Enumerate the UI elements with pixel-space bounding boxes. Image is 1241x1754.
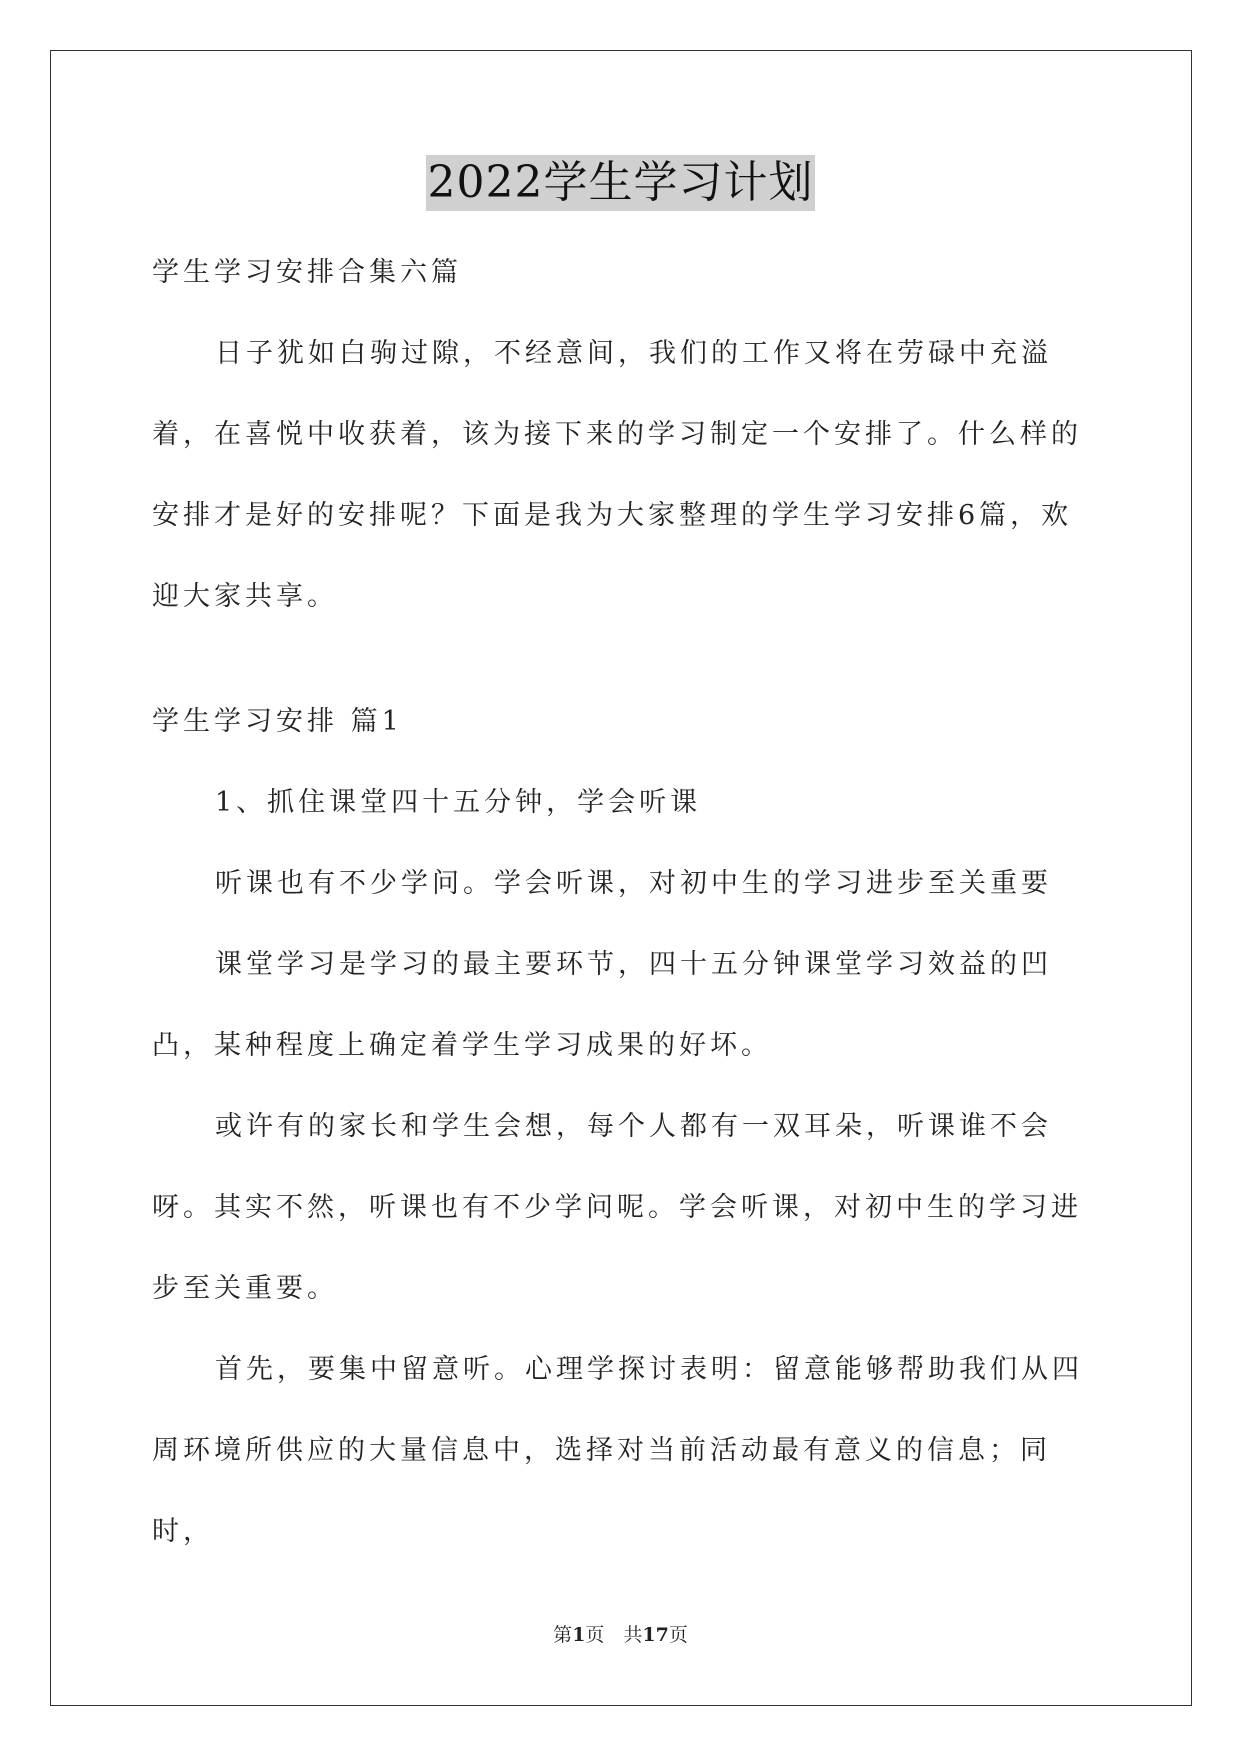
document-title: 2022学生学习计划 [426, 155, 816, 211]
list-item-heading: 1、抓住课堂四十五分钟，学会听课 [215, 787, 702, 818]
title-container [0, 155, 1241, 211]
page-suffix: 页 [668, 1624, 688, 1646]
page-prefix: 第 [553, 1624, 573, 1646]
page-current: 1 [572, 1624, 586, 1646]
document-body [152, 232, 1097, 1572]
intro-paragraph: 日子犹如白驹过隙，不经意间，我们的工作又将在劳碌中充溢着，在喜悦中收获着，该为接下来的学习制定一个安排了。什么样的安排才是好的安排呢？下面是我为大家整理的学生学习安排6篇，欢迎大家共享。 [152, 338, 1082, 612]
subtitle-paragraph: 学生学习安排合集六篇 [152, 257, 462, 288]
section-heading: 学生学习安排 篇1 [152, 706, 403, 737]
body-paragraph: 首先，要集中留意听。心理学探讨表明：留意能够帮助我们从四周环境所供应的大量信息中，选择对当前活动最有意义的信息；同时， [152, 1354, 1083, 1547]
page-footer [0, 1620, 1241, 1647]
page-mid: 页 共 [585, 1624, 643, 1646]
page-total: 17 [642, 1624, 669, 1646]
body-paragraph: 听课也有不少学问。学会听课，对初中生的学习进步至关重要 [215, 868, 1052, 899]
body-paragraph: 或许有的家长和学生会想，每个人都有一双耳朵，听课谁不会呀。其实不然，听课也有不少学问呢。学会听课，对初中生的学习进步至关重要。 [152, 1111, 1082, 1304]
section-gap [152, 637, 1097, 681]
body-paragraph: 课堂学习是学习的最主要环节，四十五分钟课堂学习效益的凹凸，某种程度上确定着学生学习成果的好坏。 [152, 949, 1052, 1061]
